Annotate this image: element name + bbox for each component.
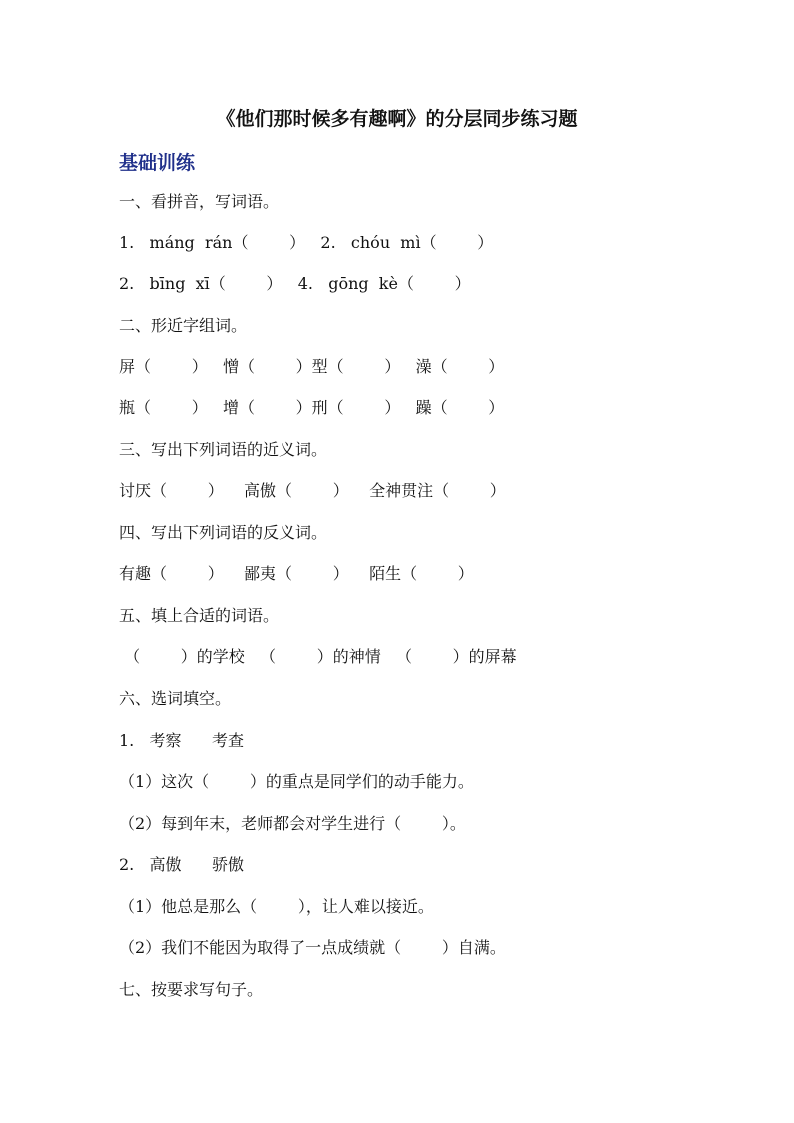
choice-pair-1: 1. 考察 考查 bbox=[119, 731, 245, 750]
antonym-row: 有趣（ ） 鄙夷（ ） 陌生（ ） bbox=[119, 564, 474, 583]
question-heading-1: 一、看拼音，写词语。 bbox=[119, 192, 280, 211]
char-row-2: 瓶（ ） 增（ ）刑（ ） 躁（ ） bbox=[119, 398, 505, 417]
pinyin-row-1: 1. máng rán（ ） 2. chóu mì（ ） bbox=[119, 233, 494, 252]
question-heading-7: 七、按要求写句子。 bbox=[119, 980, 264, 999]
char-row-1: 屏（ ） 憎（ ）型（ ） 澡（ ） bbox=[119, 357, 505, 376]
synonym-row: 讨厌（ ） 高傲（ ） 全神贯注（ ） bbox=[119, 481, 506, 500]
pinyin-row-2: 2. bīng xī（ ） 4. gōng kè（ ） bbox=[119, 274, 471, 293]
section-heading: 基础训练 bbox=[119, 152, 196, 174]
choice-sentence-2-1: （1）他总是那么（ ），让人难以接近。 bbox=[119, 897, 434, 916]
choice-sentence-1-1: （1）这次（ ）的重点是同学们的动手能力。 bbox=[119, 772, 474, 791]
choice-pair-2: 2. 高傲 骄傲 bbox=[119, 855, 245, 874]
question-heading-6: 六、选词填空。 bbox=[119, 689, 232, 708]
choice-sentence-2-2: （2）我们不能因为取得了一点成绩就（ ）自满。 bbox=[119, 938, 506, 957]
choice-sentence-1-2: （2）每到年末，老师都会对学生进行（ ）。 bbox=[119, 814, 466, 833]
question-heading-4: 四、写出下列词语的反义词。 bbox=[119, 523, 328, 542]
page-title: 《他们那时候多有趣啊》的分层同步练习题 bbox=[216, 108, 578, 130]
question-heading-2: 二、形近字组词。 bbox=[119, 316, 248, 335]
fill-words-row: （ ）的学校 （ ）的神情 （ ）的屏幕 bbox=[119, 647, 517, 666]
question-heading-5: 五、填上合适的词语。 bbox=[119, 606, 280, 625]
question-heading-3: 三、写出下列词语的近义词。 bbox=[119, 440, 328, 459]
